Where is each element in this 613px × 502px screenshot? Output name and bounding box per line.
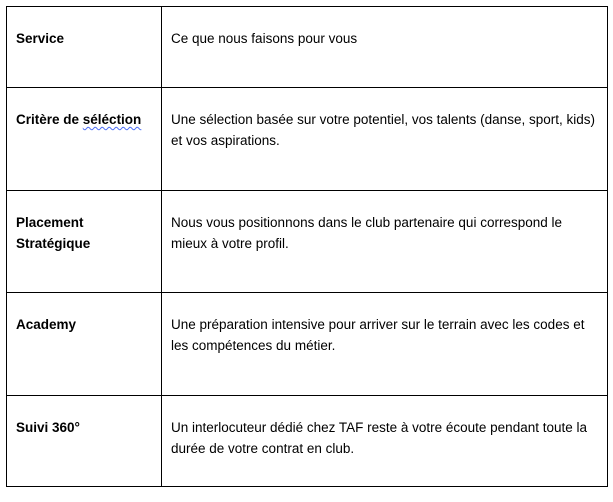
- row-label-cell[interactable]: [7, 88, 162, 191]
- services-table: [6, 6, 608, 487]
- row-label: Suivi 360°: [16, 420, 80, 435]
- row-label: Placement Stratégique: [16, 215, 91, 251]
- row-label-cell[interactable]: [7, 7, 162, 88]
- row-description: Nous vous positionnons dans le club partenaire qui correspond le mieux à votre profil.: [171, 215, 562, 251]
- row-label: Service: [16, 31, 65, 46]
- row-label-prefix: Critère de: [16, 112, 83, 127]
- table-row: [7, 293, 608, 396]
- row-description-cell[interactable]: [162, 396, 608, 487]
- table-row: [7, 88, 608, 191]
- table-row: [7, 396, 608, 487]
- row-label-cell[interactable]: [7, 293, 162, 396]
- row-label-cell[interactable]: [7, 191, 162, 293]
- row-label: Academy: [16, 317, 77, 332]
- row-label: [7, 88, 161, 130]
- row-description-cell[interactable]: [162, 88, 608, 191]
- row-description-cell[interactable]: [162, 7, 608, 88]
- row-description-cell[interactable]: [162, 191, 608, 293]
- row-description: Ce que nous faisons pour vous: [171, 31, 358, 46]
- table-row: [7, 191, 608, 293]
- spellcheck-flagged-word[interactable]: séléction: [82, 112, 142, 127]
- row-description: Une préparation intensive pour arriver sur le terrain avec les codes et les compétences du métier.: [171, 317, 585, 353]
- row-description: Un interlocuteur dédié chez TAF reste à votre écoute pendant toute la durée de votre contrat en club.: [171, 420, 588, 456]
- row-description: Une sélection basée sur votre potentiel, vos talents (danse, sport, kids) et vos aspirations.: [171, 112, 595, 148]
- table-row: [7, 7, 608, 88]
- row-description-cell[interactable]: [162, 293, 608, 396]
- row-label-cell[interactable]: [7, 396, 162, 487]
